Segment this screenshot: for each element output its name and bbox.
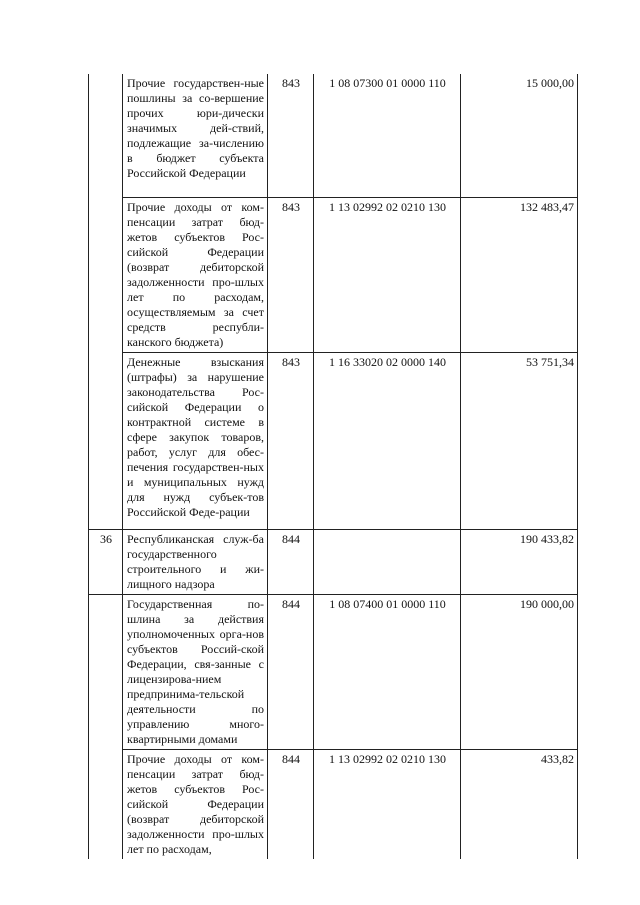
admin-code: 843 bbox=[268, 352, 314, 529]
budget-classification-code: 1 13 02992 02 0210 130 bbox=[314, 197, 461, 352]
budget-classification-code: 1 08 07400 01 0000 110 bbox=[314, 594, 461, 749]
table-row bbox=[89, 594, 578, 749]
row-number bbox=[89, 594, 123, 749]
revenue-name: Прочие доходы от ком-пенсации затрат бюд-жетов субъектов Рос-сийской Федерации (возврат дебиторской задолженности про-шлых лет по расходам, осуществляемым за счет средств республи-канского бюджета) bbox=[123, 197, 268, 352]
amount: 190 433,82 bbox=[461, 529, 578, 594]
admin-code: 844 bbox=[268, 749, 314, 859]
amount: 132 483,47 bbox=[461, 197, 578, 352]
row-number bbox=[89, 197, 123, 352]
revenue-name: Прочие доходы от ком-пенсации затрат бюд-жетов субъектов Рос-сийской Федерации (возврат дебиторской задолженности про-шлых лет по расходам, bbox=[123, 749, 268, 859]
admin-code: 844 bbox=[268, 529, 314, 594]
table-row bbox=[89, 197, 578, 352]
table-row bbox=[89, 749, 578, 859]
amount: 15 000,00 bbox=[461, 74, 578, 197]
amount: 433,82 bbox=[461, 749, 578, 859]
budget-classification-code bbox=[314, 529, 461, 594]
row-number bbox=[89, 352, 123, 529]
budget-classification-code: 1 13 02992 02 0210 130 bbox=[314, 749, 461, 859]
admin-code: 843 bbox=[268, 197, 314, 352]
row-number bbox=[89, 749, 123, 859]
amount: 53 751,34 bbox=[461, 352, 578, 529]
table-row bbox=[89, 74, 578, 197]
row-number: 36 bbox=[89, 529, 123, 594]
admin-code: 843 bbox=[268, 74, 314, 197]
table-row bbox=[89, 352, 578, 529]
budget-classification-code: 1 16 33020 02 0000 140 bbox=[314, 352, 461, 529]
revenue-table bbox=[88, 74, 578, 859]
revenue-name: Республиканская служ-ба государственного строительного и жи-лищного надзора bbox=[123, 529, 268, 594]
admin-code: 844 bbox=[268, 594, 314, 749]
amount: 190 000,00 bbox=[461, 594, 578, 749]
revenue-name: Прочие государствен-ные пошлины за со-вершение прочих юри-дически значимых дей-ствий, подлежащие за-числению в бюджет субъекта Российской Федерации bbox=[123, 74, 268, 197]
row-number bbox=[89, 74, 123, 197]
table-row bbox=[89, 529, 578, 594]
revenue-name: Денежные взыскания (штрафы) за нарушение законодательства Рос-сийской Федерации о контрактной системе в сфере закупок товаров, работ, услуг для обес-печения государствен-ных и муниципальных нужд для нужд субъек-тов Российской Феде-рации bbox=[123, 352, 268, 529]
budget-classification-code: 1 08 07300 01 0000 110 bbox=[314, 74, 461, 197]
revenue-name: Государственная по-шлина за действия уполномоченных орга-нов субъектов Россий-ской Федерации, свя-занные с лицензирова-нием предпринима-тельской деятельности по управлению много-квартирными домами bbox=[123, 594, 268, 749]
